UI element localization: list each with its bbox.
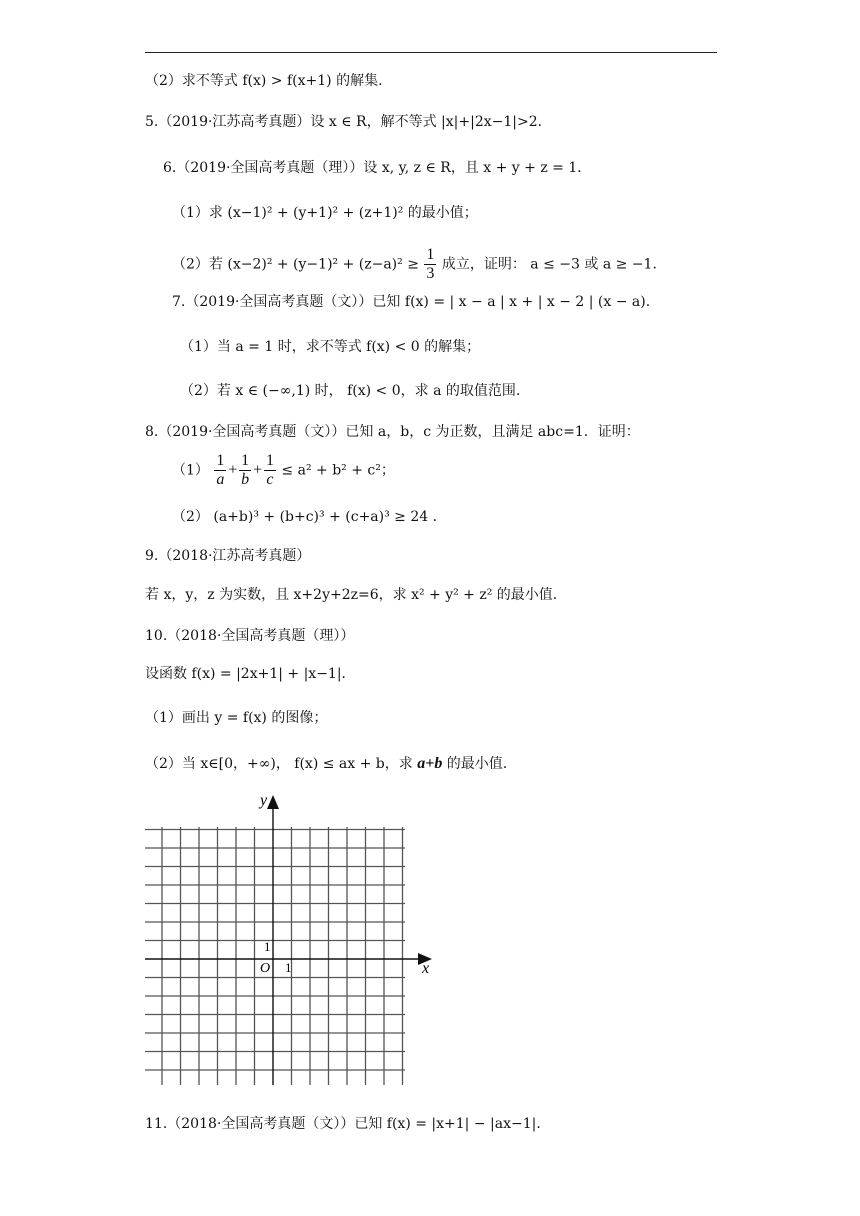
q6-part2 [172,246,666,283]
fraction-1-over-a [214,452,226,489]
coordinate-grid [140,785,450,1090]
fraction-1-over-c [264,452,276,489]
q6-part2-tail: 成立，证明： a ≤ −3 或 a ≥ −1． [441,256,667,273]
a-plus-b: a+b [417,755,443,772]
fraction-denominator: c [266,471,274,488]
q9-body: 若 x，y，z 为实数，且 x+2y+2z=6，求 x² + y² + z² 的最小值. [145,587,558,603]
fraction-numerator: 1 [426,246,435,263]
q8: 8.（2019·全国高考真题（文））已知 a，b，c 为正数，且满足 abc=1．证明： [145,424,640,440]
fraction-numerator: 1 [216,452,225,469]
q6: 6.（2019·全国高考真题（理））设 x, y, z ∈ R，且 x + y + z = 1． [163,160,592,176]
y-axis-arrow-icon [267,795,279,809]
unit-y-label: 1 [264,939,271,954]
fraction-1-over-b [239,452,251,489]
q8-part1-tail: ≤ a² + b² + c²； [281,462,395,479]
q10-part2-tail: 的最小值. [442,756,508,772]
fraction-denominator: a [216,471,225,488]
y-axis-label: y [260,792,268,809]
q8-part1-label: （1） [172,462,209,479]
q8-part1: （1） $\frac{1}{a}$ + $\frac{1}{b}$ + $\frac{1}{c}$ ≤ a² + b² + c²； [172,452,395,488]
q7-part1: （1）当 a = 1 时，求不等式 f(x) < 0 的解集； [180,339,481,355]
q7: 7.（2019·全国高考真题（文））已知 f(x) = | x − a | x + | x − 2 | (x − a). [172,294,651,310]
x-axis-label: x [422,960,430,977]
q6-part2-text: （2）若 (x−2)² + (y−1)² + (z−a)² ≥ [172,256,419,273]
header-rule [145,52,717,53]
fraction-one-third [424,246,436,283]
q10-part2-text: （2）当 x∈[0，+∞)， f(x) ≤ ax + b，求 [145,756,418,772]
q5: 5.（2019·江苏高考真题）设 x ∈ R，解不等式 |x|+|2x−1|>2． [145,114,552,130]
unit-x-label: 1 [285,960,292,975]
q10-part2 [145,754,507,774]
origin-label: O [260,961,271,976]
q8-part2: （2） (a+b)³ + (b+c)³ + (c+a)³ ≥ 24 ． [172,509,447,525]
fraction-denominator: 3 [426,265,435,282]
q10: 10.（2018·全国高考真题（理）） [145,628,355,644]
q10-body: 设函数 f(x) = |2x+1| + |x−1|． [145,666,356,682]
fraction-denominator: b [241,471,250,488]
q6-part1: （1）求 (x−1)² + (y+1)² + (z+1)² 的最小值； [172,205,478,221]
q10-part1: （1）画出 y = f(x) 的图像； [145,710,328,726]
fraction-numerator: 1 [241,452,250,469]
q7-part2: （2）若 x ∈ (−∞,1) 时， f(x) < 0，求 a 的取值范围. [180,383,521,399]
q11: 11.（2018·全国高考真题（文））已知 f(x) = |x+1| − |ax−1|． [145,1116,551,1132]
fraction-numerator: 1 [265,452,274,469]
q4-part2: （2）求不等式 f(x) > f(x+1) 的解集. [145,73,383,89]
q9: 9.（2018·江苏高考真题） [145,548,311,564]
